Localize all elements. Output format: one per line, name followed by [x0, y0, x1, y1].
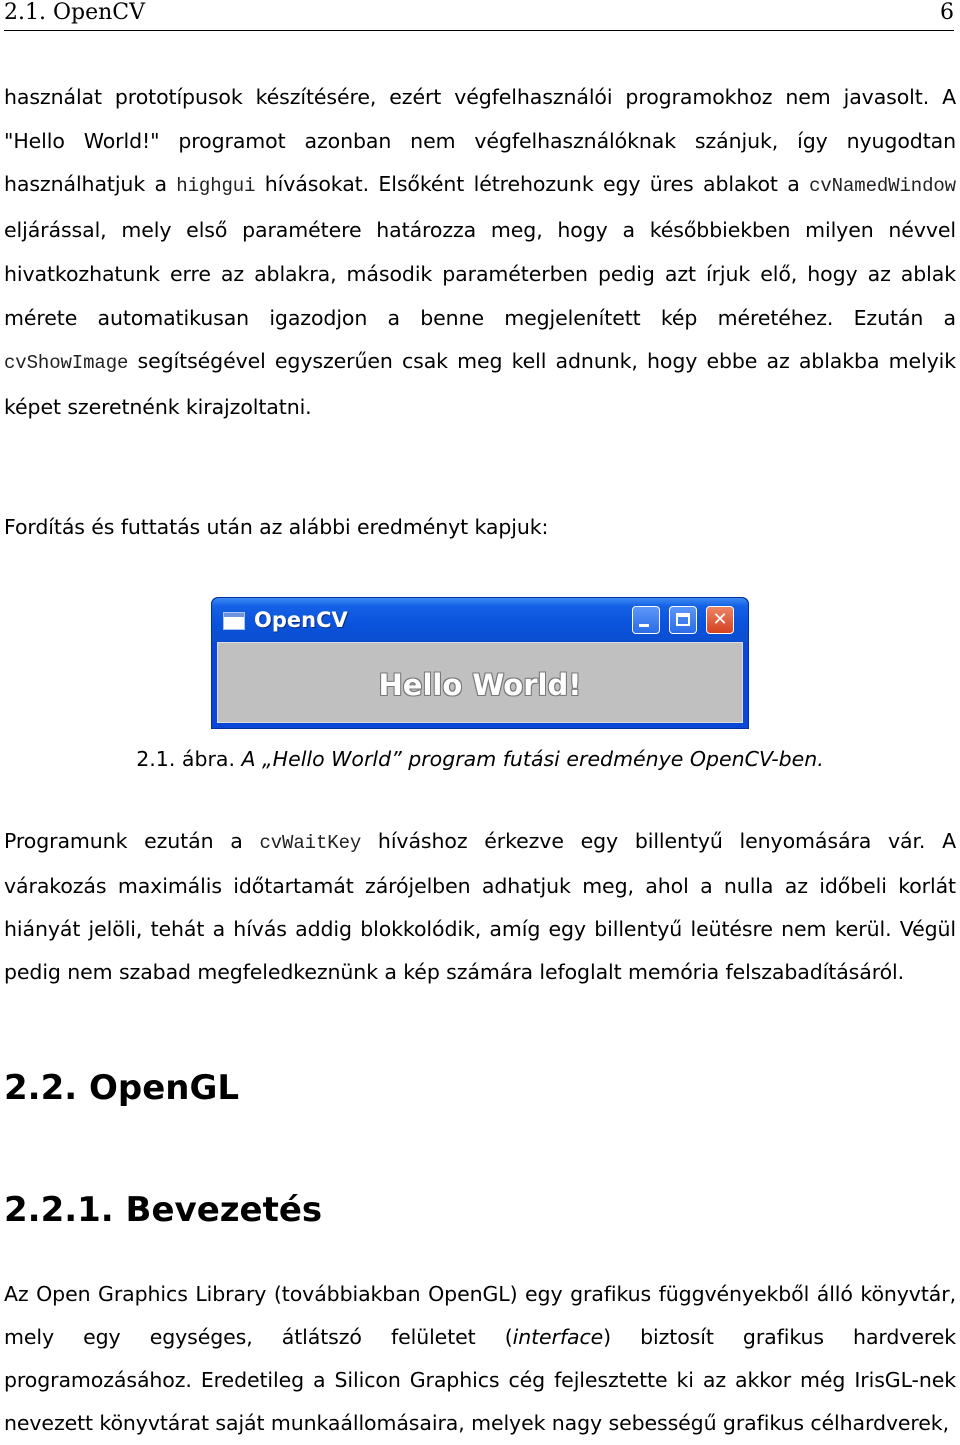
hello-world-text: Hello World! — [378, 668, 582, 702]
window-app-icon — [223, 612, 245, 630]
paragraph-text: segítségével egyszerűen csak meg kell adnunk, hogy ebbe az ablakba melyik képet szeretnénk kirajzoltatni. — [4, 349, 956, 419]
paragraph-opengl-intro — [4, 1273, 956, 1445]
minimize-icon — [632, 606, 660, 634]
code-highgui: highgui — [176, 175, 256, 198]
figure-caption-number: 2.1. ábra. — [136, 747, 235, 771]
subsection-heading: 2.2.1. Bevezetés — [4, 1190, 323, 1230]
code-cvshowimage: cvShowImage — [4, 352, 129, 375]
code-cvwaitkey: cvWaitKey — [259, 832, 362, 854]
paragraph-result-intro: Fordítás és futtatás után az alábbi eredményt kapjuk: — [4, 515, 549, 539]
section-heading: 2.2. OpenGL — [4, 1068, 240, 1108]
window-title: OpenCV — [254, 608, 348, 632]
paragraph-text: hívásokat. Elsőként létrehozunk egy üres ablakot a — [255, 172, 810, 197]
paragraph-text: Az Open Graphics Library (továbbiakban OpenGL) egy grafikus függvényekből álló könyvtár, mely egy egységes, átlátszó felületet ( — [4, 1282, 956, 1349]
paragraph-text: eljárással, mely első paramétere határozza meg, hogy a későbbiekben milyen névvel hivatkozhatunk erre az ablakra, második paraméterben pedig azt írjuk elő, hogy az ablak mérete automatikusan igazodjon a benne megjelenített kép méretéhez. Ezután a — [4, 218, 956, 330]
code-cvnamedwindow: cvNamedWindow — [809, 175, 956, 198]
paragraph-text: híváshoz érkezve egy billentyű lenyomására vár. A várakozás maximális időtartamát zárójelben adhatjuk meg, ahol a nulla az időbeli korlát hiányát jelöli, tehát a hívás addig blokkolódik, amíg egy billentyű leütésre nem kerül. Végül pedig nem szabad megfeledkeznünk a kép számára lefoglalt memória felszabadításáról. — [4, 829, 956, 984]
opencv-window-figure — [211, 597, 749, 729]
window-titlebar — [212, 598, 748, 642]
paragraph-text: Programunk ezután a — [4, 829, 260, 853]
paragraph-highgui — [4, 76, 956, 430]
close-icon: ✕ — [706, 606, 734, 634]
paragraph-text: használat prototípusok készítésére, ezért végfelhasználói programokhoz nem javasolt. A "Hello World!" programot azonban nem végfelhasználóknak szánjuk, így nyugodtan használhatjuk a — [4, 85, 956, 197]
page-number: 6 — [940, 0, 954, 25]
figure-caption-text: A „Hello World” program futási eredménye OpenCV-ben. — [241, 747, 824, 771]
page-header — [4, 0, 954, 31]
running-header-section: 2.1. OpenCV — [4, 0, 146, 25]
italic-interface: interface — [512, 1325, 604, 1349]
window-client-area — [217, 642, 743, 723]
maximize-icon — [669, 606, 697, 634]
paragraph-cvwaitkey — [4, 820, 956, 994]
figure-caption — [0, 738, 960, 781]
paragraph-text: ) biztosít grafikus hardverek programozásához. Eredetileg a Silicon Graphics cég fejlesztette ki az akkor még IrisGL-nek nevezett könyvtárat saját munkaállomásaira, melyek nagy sebességű grafikus célhardverek, — [4, 1325, 956, 1435]
